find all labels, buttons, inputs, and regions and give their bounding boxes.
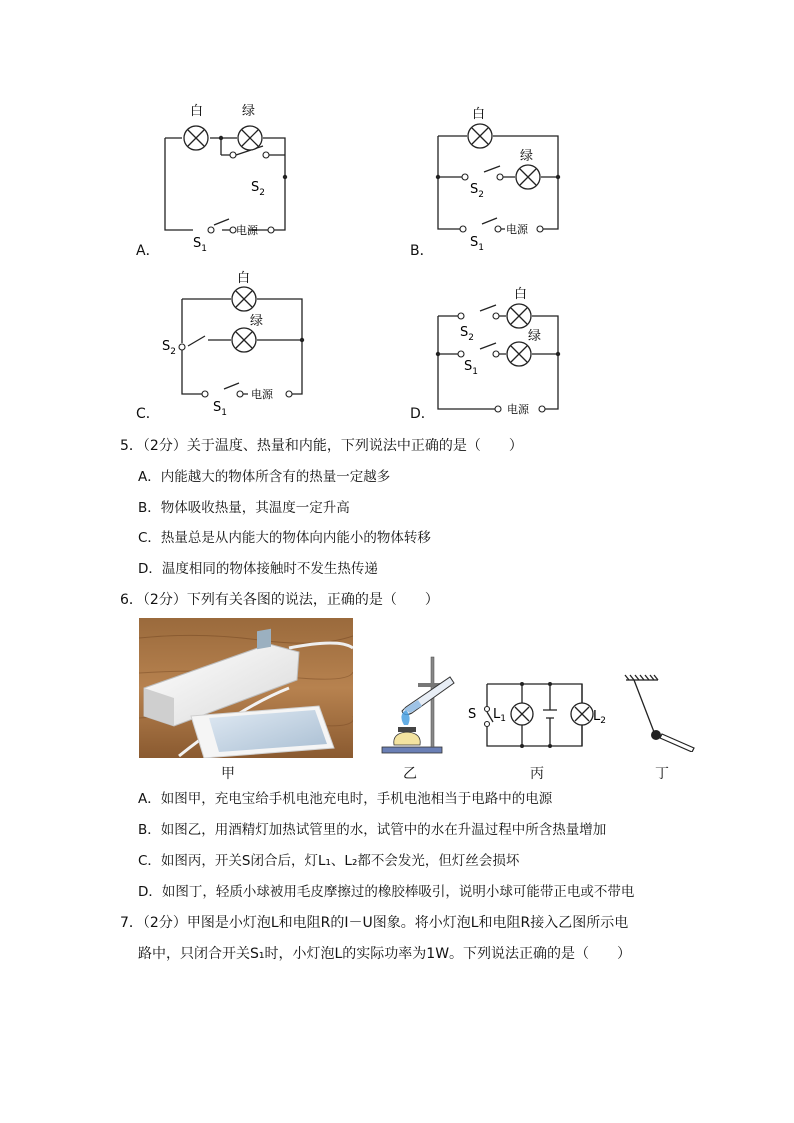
q7-stem-line1: 7．（2分）甲图是小灯泡L和电阻R的I－U图象。将小灯泡L和电阻R接入乙图所示电	[120, 915, 629, 931]
white-label: 白	[237, 271, 251, 286]
caption-jia: 甲	[221, 766, 235, 782]
caption-yi: 乙	[403, 766, 417, 782]
s1-label: $S_1$	[464, 359, 478, 377]
green-label: 绿	[242, 104, 256, 119]
circuit-d	[410, 278, 585, 426]
s1-label: $S_1$	[193, 236, 207, 254]
q7-stem-line2: 路中，只闭合开关S₁时，小灯泡L的实际功率为1W。下列说法正确的是（ ）	[138, 946, 632, 962]
diagram-short-circuit	[462, 676, 617, 751]
photo-powerbank	[139, 618, 353, 758]
green-label: 绿	[520, 149, 534, 164]
s2-label: $S_2$	[251, 180, 265, 198]
switch-label: S	[468, 707, 477, 722]
q6-option-b[interactable]: B．如图乙，用酒精灯加热试管里的水，试管中的水在升温过程中所含热量增加	[138, 822, 607, 838]
white-label: 白	[472, 107, 486, 122]
s1-label: $S_1$	[213, 400, 227, 418]
white-label: 白	[514, 287, 528, 302]
power-label: 电源	[251, 388, 273, 401]
l2-label: $L_2$	[593, 709, 606, 726]
caption-bing: 丙	[530, 766, 544, 782]
q6-option-d[interactable]: D．如图丁，轻质小球被用毛皮摩擦过的橡胶棒吸引，说明小球可能带正电或不带电	[138, 884, 635, 900]
power-label: 电源	[506, 223, 528, 236]
circuit-options	[0, 0, 794, 430]
q6-option-a[interactable]: A．如图甲，充电宝给手机电池充电时，手机电池相当于电路中的电源	[138, 791, 553, 807]
option-b-letter[interactable]: B．	[410, 243, 434, 259]
q5-option-b[interactable]: B．物体吸收热量，其温度一定升高	[138, 500, 350, 516]
s2-label: $S_2$	[470, 182, 484, 200]
circuit-c	[150, 268, 320, 423]
q6-option-c[interactable]: C．如图丙，开关S闭合后，灯L₁、L₂都不会发光，但灯丝会损坏	[138, 853, 520, 869]
l1-label: $L_1$	[493, 707, 506, 724]
option-d-letter[interactable]: D．	[410, 406, 435, 422]
caption-ding: 丁	[655, 766, 669, 782]
q6-stem: 6．（2分）下列有关各图的说法，正确的是（ ）	[120, 592, 439, 608]
diagram-test-tube	[378, 655, 458, 755]
option-c-letter[interactable]: C．	[136, 406, 160, 422]
circuit-b	[405, 100, 585, 260]
s1-label: $S_1$	[470, 235, 484, 253]
option-a-letter[interactable]: A．	[136, 243, 160, 259]
q5-stem: 5．（2分）关于温度、热量和内能，下列说法中正确的是（ ）	[120, 438, 523, 454]
power-label: 电源	[236, 224, 258, 237]
green-label: 绿	[528, 329, 542, 344]
diagram-ball-rod	[620, 672, 700, 752]
q5-option-a[interactable]: A．内能越大的物体所含有的热量一定越多	[138, 469, 391, 485]
white-label: 白	[190, 104, 204, 119]
q5-option-d[interactable]: D．温度相同的物体接触时不发生热传递	[138, 561, 378, 577]
circuit-a	[130, 95, 310, 260]
s2-label: $S_2$	[162, 339, 176, 357]
q5-option-c[interactable]: C．热量总是从内能大的物体向内能小的物体转移	[138, 530, 431, 546]
s2-label: $S_2$	[460, 325, 474, 343]
green-label: 绿	[250, 314, 264, 329]
power-label: 电源	[507, 403, 529, 416]
